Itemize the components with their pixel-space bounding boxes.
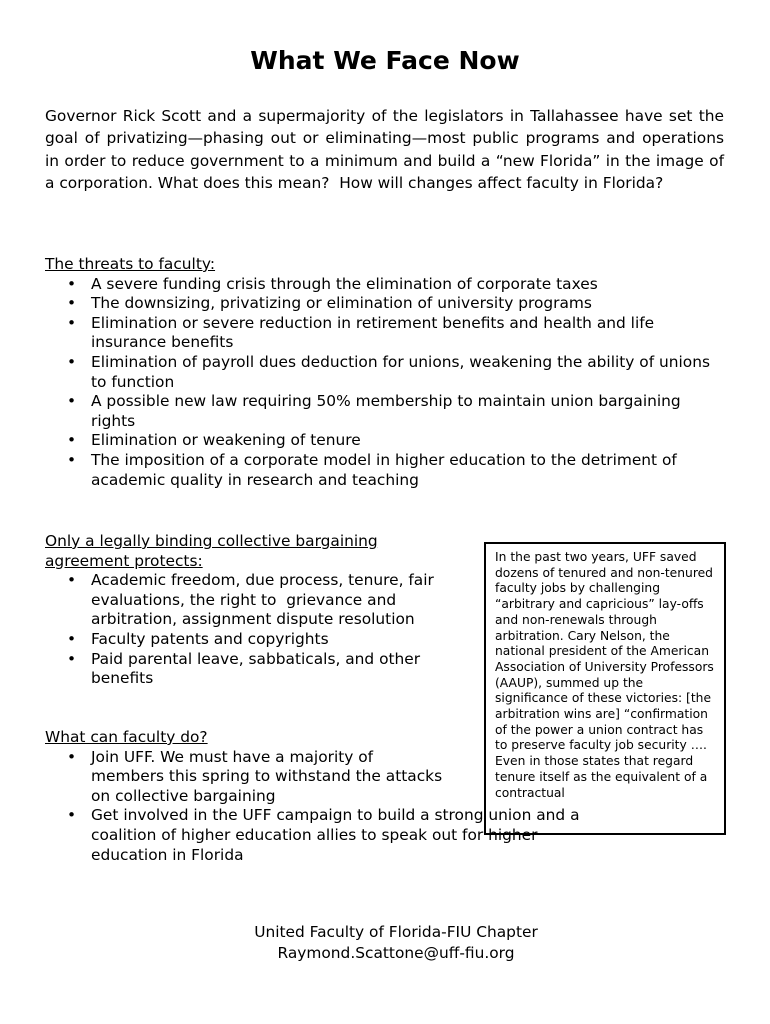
list-item: • Elimination of payroll dues deduction for unions, weakening the ability of unions to function [45, 353, 725, 392]
list-item: • Get involved in the UFF campaign to build a strong union and a coalition of higher education allies to speak out for higher education in Florida [45, 806, 605, 865]
list-item: • The downsizing, privatizing or elimination of university programs [45, 294, 725, 314]
footer [0, 922, 770, 964]
page-title: What We Face Now [250, 46, 520, 75]
threats-heading: The threats to faculty: [45, 255, 216, 273]
sidebar-text: In the past two years, UFF saved dozens of tenured and non-tenured faculty jobs by challenging “arbitrary and capricious” lay-offs and non-renewals through arbitration. Cary Nelson, the national president of the American Association of University Professors (AAUP), summed up the significance of these victories: [the arbitration wins are] “confirmation of the power a union contract has to preserve faculty job security …. Even in those states that regard tenure itself as the equivalent of a contractual [495, 550, 714, 800]
footer-org: United Faculty of Florida-FIU Chapter [254, 923, 538, 941]
intro-paragraph: Governor Rick Scott and a supermajority of the legislators in Tallahassee have set the goal of privatizing—phasing out or eliminating—most public programs and operations in order to reduce government to a minimum and build a “new Florida” in the image of a corporation. What does this mean? How will changes affect faculty in Florida? [45, 107, 724, 193]
list-item: • Paid parental leave, sabbaticals, and other benefits [45, 650, 465, 689]
list-item: • Join UFF. We must have a majority of members this spring to withstand the attacks on collective bargaining [45, 748, 451, 807]
list-item: • A severe funding crisis through the elimination of corporate taxes [45, 275, 725, 295]
protects-list [45, 571, 465, 689]
list-item: • Elimination or severe reduction in retirement benefits and health and life insurance benefits [45, 314, 725, 353]
list-item: • A possible new law requiring 50% membership to maintain union bargaining rights [45, 392, 725, 431]
protects-section [45, 532, 465, 689]
actions-list [45, 748, 605, 866]
list-item: • The imposition of a corporate model in higher education to the detriment of academic quality in research and teaching [45, 451, 725, 490]
actions-heading: What can faculty do? [45, 728, 208, 746]
actions-section [45, 728, 605, 865]
list-item: • Faculty patents and copyrights [45, 630, 465, 650]
list-item: • Elimination or weakening of tenure [45, 431, 725, 451]
footer-email: Raymond.Scattone@uff-fiu.org [277, 944, 515, 962]
list-item: • Academic freedom, due process, tenure, fair evaluations, the right to grievance and arbitration, assignment dispute resolution [45, 571, 465, 630]
threats-section [45, 255, 725, 490]
protects-heading: Only a legally binding collective bargaining agreement protects: [45, 532, 378, 570]
threats-list [45, 275, 725, 491]
